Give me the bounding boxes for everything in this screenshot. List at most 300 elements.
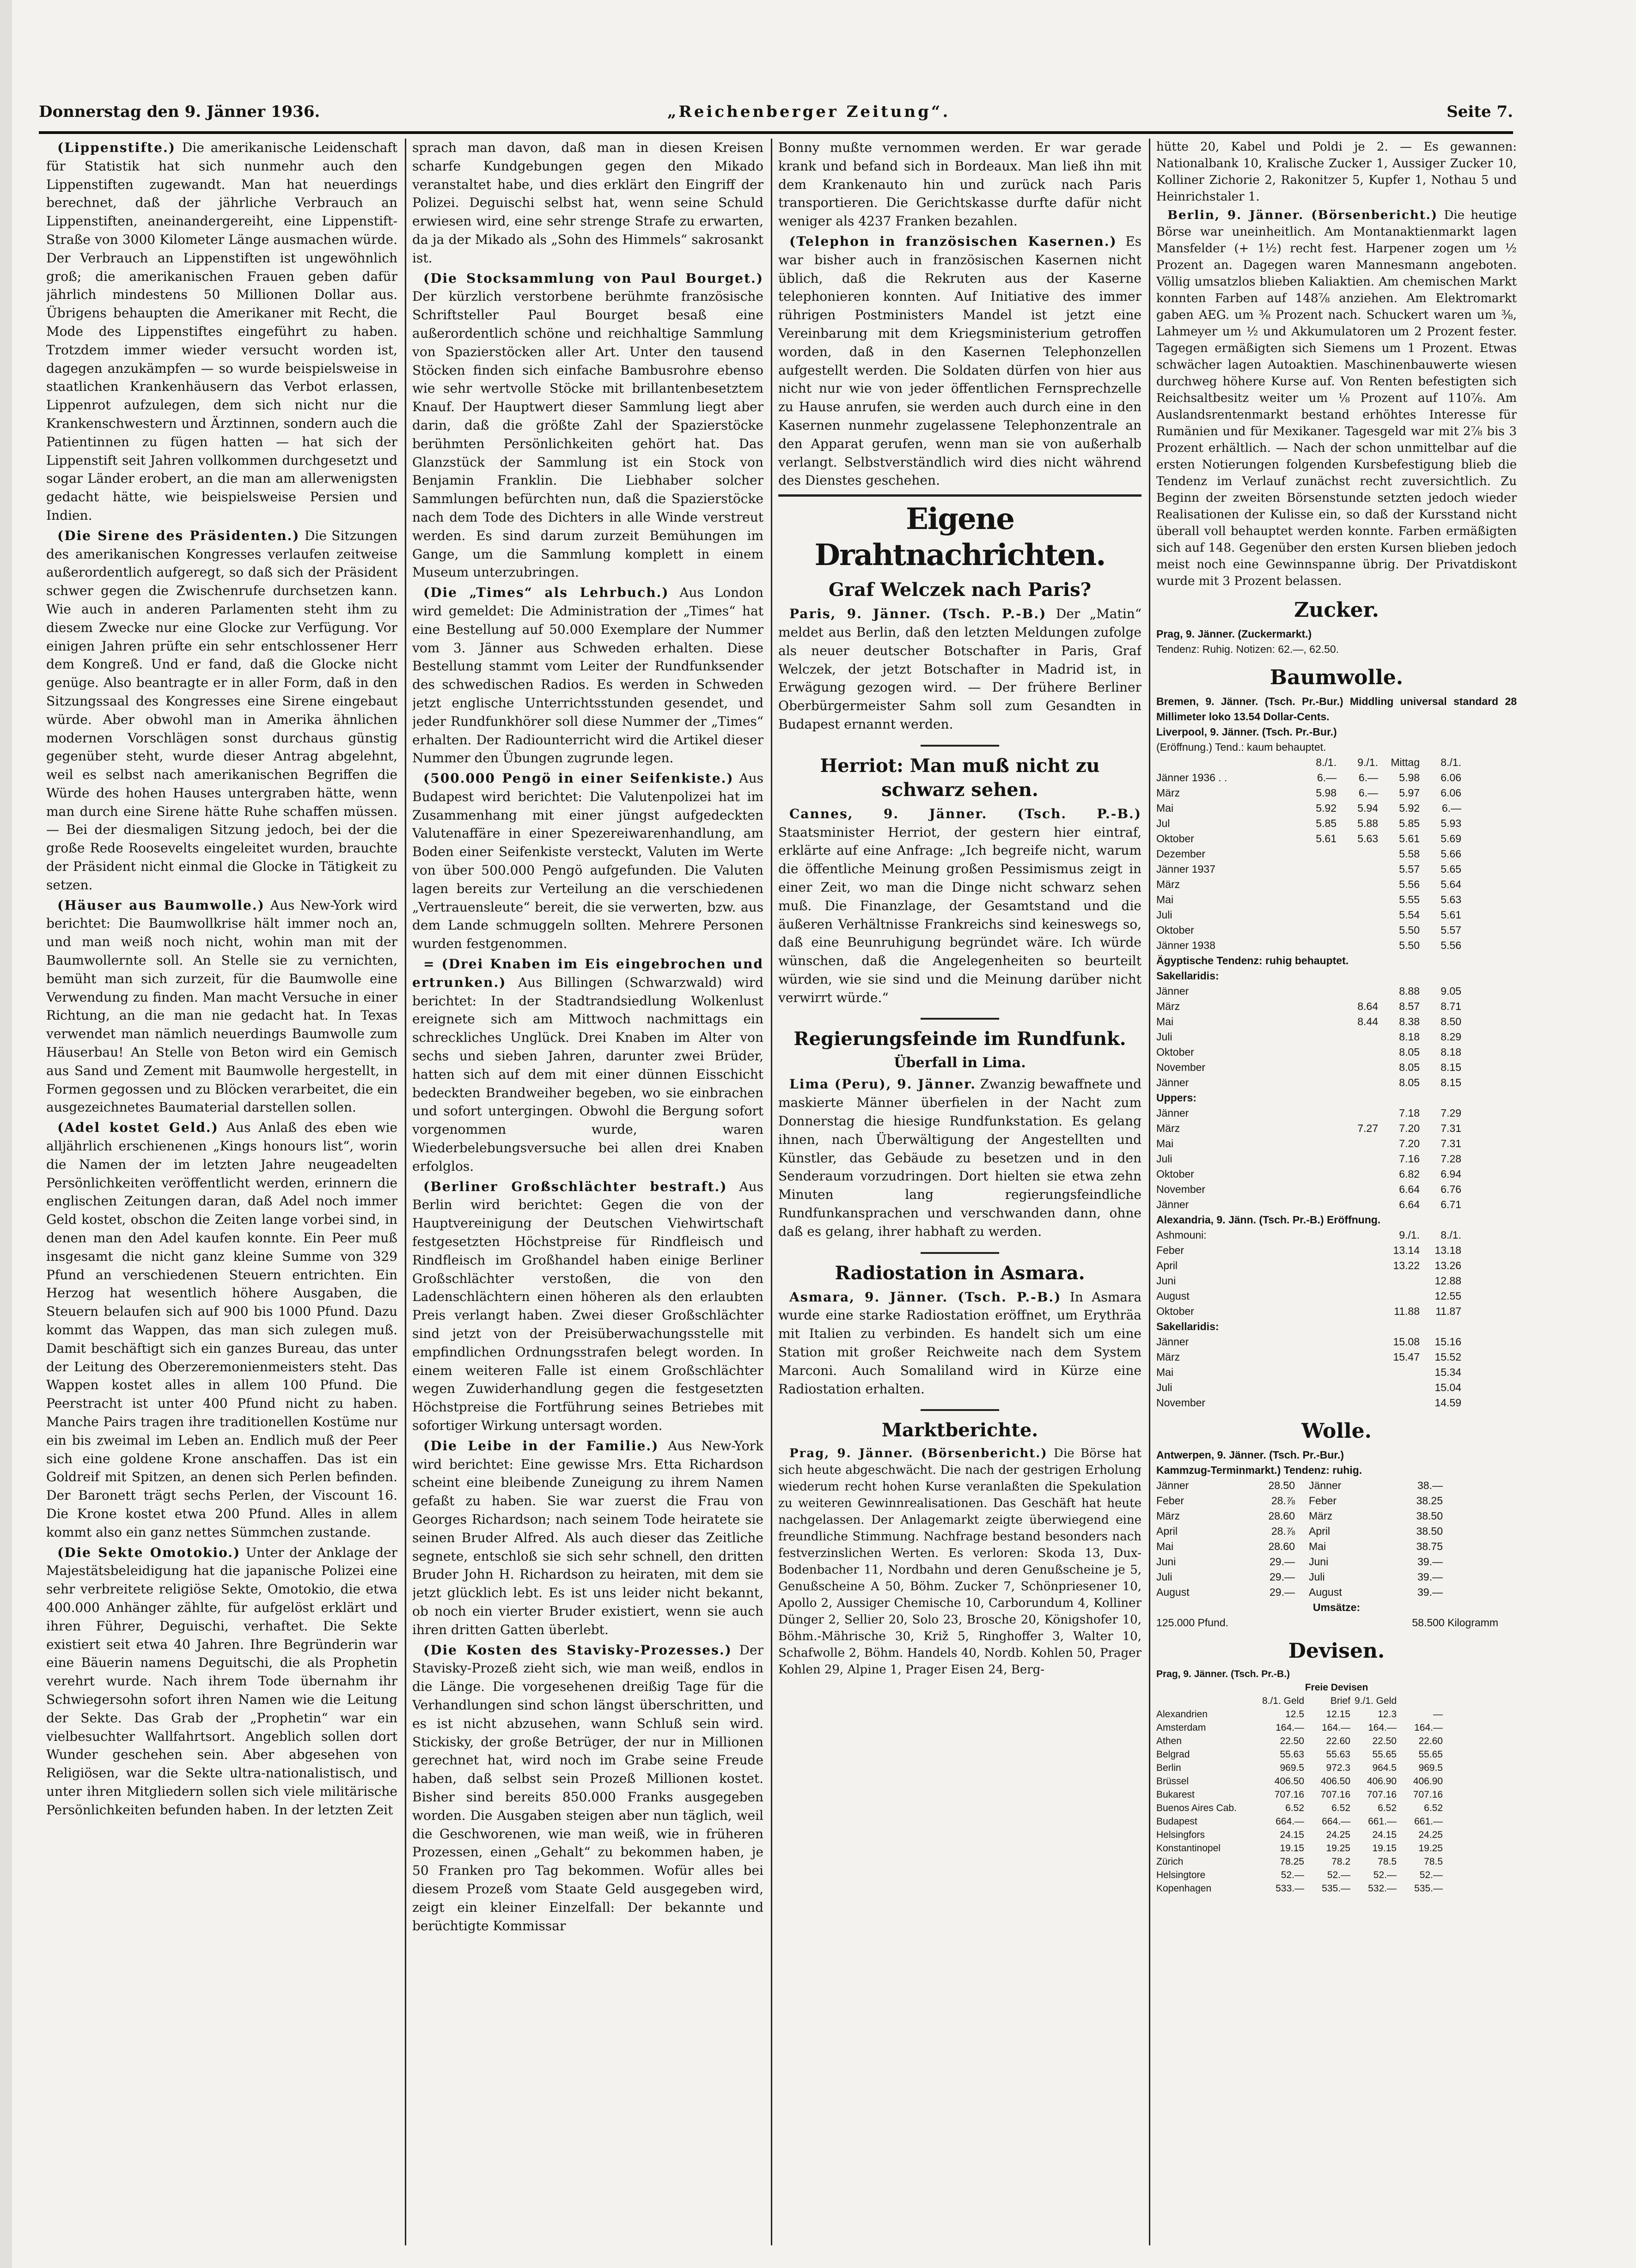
table-cell bbox=[1295, 1167, 1337, 1182]
table-row bbox=[1156, 1815, 1517, 1828]
header-date: Donnerstag den 9. Jänner 1936. bbox=[39, 103, 320, 121]
table-cell: 5.56 bbox=[1441, 939, 1461, 951]
table-cell: Helsingtore bbox=[1156, 1870, 1206, 1880]
table-cell: 15.34 bbox=[1435, 1366, 1461, 1378]
table-row bbox=[1156, 785, 1517, 801]
table-cell: 6.06 bbox=[1441, 787, 1461, 799]
table-cell bbox=[1295, 1060, 1337, 1075]
baumwolle-report: Bremen, 9. Jänner. (Tsch. Pr.-Bur.) Middling universal standard 28 Millimeter loko 13.54 Dollar-Cents. Liverpool, 9. Jänner. (Tsch. Pr.-Bur.) (Eröffnung.) Tend.: kaum behauptet. 8./1. 9./1. Mittag 8./1. Jänner 1936 . . 6.— 6.— 5.98 6.06 März 5.98 6.— 5.97 6.06 Mai 5.92 5.94 5.92 6.— Jul 5.85 5.88 5.85 5.93 Oktober 5.61 5.63 5.61 5.69 Dezember 5.58 5.66 Jänner 1937 5.57 5.65 März 5.56 5.64 Mai 5.55 5.63 Juli 5.54 5.61 Oktober 5.50 5.57 Jänner 1938 5.50 5.56 Ägyptische Tendenz: ruhig behauptet. Sakellaridis: Jänner 8.88 9.05 März 8.64 8.57 8.71 Mai 8.44 8.38 8.50 Juli 8.18 8.29 Oktober 8.05 8.18 November 8.05 8.15 Jänner 8.05 8.15 Uppers: Jänner 7.18 7.29 März 7.27 7.20 7.31 Mai 7.20 7.31 Juli 7.16 7.28 Oktober 6.82 6.94 November 6.64 6.76 Jänner 6.64 6.71 Alexandria, 9. Jänn. (Tsch. Pr.-B.) Eröffnung. Ashmouni: 9./1. 8./1. Feber 13.14 13.18 April 13.22 13.26 Juni 12.88 August 12.55 Oktober 11.88 11.87 Sakellaridis: Jänner 15.08 15.16 März 15.47 15.52 Mai 15.34 Juli 15.04 November 14.59 bbox=[1156, 694, 1517, 1411]
table-row bbox=[1156, 1569, 1517, 1585]
table-cell: 5.92 bbox=[1399, 802, 1420, 814]
table-cell: Juni bbox=[1156, 1275, 1176, 1287]
table-cell: Bukarest bbox=[1156, 1789, 1195, 1800]
column-rule bbox=[405, 139, 406, 2245]
table-cell: 55.63 bbox=[1326, 1749, 1350, 1760]
sakel2-table bbox=[1156, 1334, 1517, 1411]
table-cell: 38.50 bbox=[1416, 1525, 1443, 1537]
table-header: 8./1. Geld Brief 9./1. Geld bbox=[1262, 1696, 1397, 1706]
table-row bbox=[1156, 1842, 1517, 1855]
table-cell: 7.31 bbox=[1441, 1122, 1461, 1134]
table-cell: 28.60 bbox=[1268, 1510, 1295, 1522]
table-cell: Konstantinopel bbox=[1156, 1843, 1221, 1854]
column-rule bbox=[1149, 139, 1150, 2245]
table-cell: Juni bbox=[1156, 1556, 1176, 1568]
table-cell: 532.— bbox=[1368, 1883, 1397, 1894]
table-cell bbox=[1337, 1182, 1378, 1197]
table-cell: 39.— bbox=[1417, 1571, 1443, 1583]
table-cell bbox=[1378, 1380, 1420, 1395]
table-cell: 5.56 bbox=[1399, 878, 1420, 890]
table-cell: 78.2 bbox=[1331, 1856, 1350, 1867]
table-cell: Amsterdam bbox=[1156, 1722, 1206, 1733]
table-cell: Oktober bbox=[1156, 1168, 1194, 1180]
table-row bbox=[1156, 999, 1517, 1014]
table-cell: April bbox=[1156, 1259, 1178, 1271]
table-cell: 8.29 bbox=[1441, 1031, 1461, 1043]
table-cell: 6.82 bbox=[1399, 1168, 1420, 1180]
table-cell bbox=[1295, 1365, 1337, 1380]
table-cell: 29.— bbox=[1270, 1571, 1295, 1583]
table-cell: 6.71 bbox=[1441, 1198, 1461, 1210]
table-cell: Jänner 1936 . . bbox=[1156, 772, 1227, 784]
table-cell: Berlin bbox=[1156, 1763, 1181, 1773]
table-cell bbox=[1337, 984, 1378, 999]
table-cell: 5.58 bbox=[1399, 848, 1420, 860]
table-cell: März bbox=[1309, 1510, 1333, 1522]
devisen-headline: Devisen. bbox=[1288, 1639, 1385, 1663]
table-cell bbox=[1295, 907, 1337, 923]
table-cell bbox=[1295, 1273, 1337, 1289]
table-cell: November bbox=[1156, 1061, 1206, 1073]
table-cell: 8.44 bbox=[1357, 1015, 1378, 1028]
table-cell: Juli bbox=[1156, 1571, 1172, 1583]
table-cell: 164.— bbox=[1322, 1722, 1350, 1733]
table-cell: 406.50 bbox=[1274, 1776, 1304, 1787]
table-cell bbox=[1378, 1395, 1420, 1411]
table-cell: 78.5 bbox=[1424, 1856, 1443, 1867]
table-cell bbox=[1378, 1289, 1420, 1304]
table-cell: 5.94 bbox=[1357, 802, 1378, 814]
table-row bbox=[1156, 1167, 1517, 1182]
table-cell: 6.— bbox=[1358, 787, 1378, 799]
table-cell: 8.05 bbox=[1399, 1061, 1420, 1073]
table-cell bbox=[1337, 1304, 1378, 1319]
wolle-report: Antwerpen, 9. Jänner. (Tsch. Pr.-Bur.) Kammzug-Terminmarkt.) Tendenz: ruhig. Jänner 28.50 Jänner 38.— Feber 28.⅞ Feber 38.25 März 28.60 März 38.50 April 28.⅞ April 38.50 Mai 28.60 Mai 38.75 Juni 29.— Juni 39.— Juli 29.— Juli 39.— August 29.— August 39.— Umsätze: 125.000 Pfund. 58.500 Kilogramm bbox=[1156, 1447, 1517, 1630]
table-cell: 972.3 bbox=[1326, 1763, 1350, 1773]
table-row bbox=[1156, 892, 1517, 907]
table-row bbox=[1156, 1478, 1517, 1493]
table-cell bbox=[1295, 1289, 1337, 1304]
table-cell: 6.52 bbox=[1331, 1803, 1350, 1813]
table-cell: 12.55 bbox=[1435, 1290, 1461, 1302]
table-cell: 24.25 bbox=[1418, 1830, 1443, 1840]
article: sprach man davon, daß man in diesen Kreisen scharfe Kundgebungen gegen den Mikado veranstaltet habe, und dies erklärt den Eingriff der Polizei. Deguischi selbst hat, wenn seine Schuld erwiesen wird, eine sehr strenge Strafe zu erwarten, da ja der Mikado als „Sohn des Himmels“ sakrosankt ist. bbox=[412, 140, 763, 266]
table-row bbox=[1156, 1243, 1517, 1258]
table-cell: 5.92 bbox=[1316, 802, 1337, 814]
section-banner: Eigene Drahtnachrichten. bbox=[814, 502, 1105, 573]
table-cell: 5.69 bbox=[1441, 833, 1461, 845]
table-cell: 22.60 bbox=[1326, 1736, 1350, 1746]
table-cell: Oktober bbox=[1156, 833, 1194, 845]
table-cell: Mai bbox=[1156, 1366, 1174, 1378]
table-cell: 8.18 bbox=[1441, 1046, 1461, 1058]
table-cell: 19.25 bbox=[1326, 1843, 1350, 1854]
table-cell bbox=[1295, 1304, 1337, 1319]
table-cell: 29.— bbox=[1270, 1556, 1295, 1568]
zucker-headline: Zucker. bbox=[1294, 598, 1379, 622]
table-cell: 5.85 bbox=[1316, 817, 1337, 829]
table-header: Ashmouni: 9./1. 8./1. bbox=[1156, 1229, 1461, 1241]
table-row bbox=[1156, 1734, 1517, 1748]
table-cell: 55.63 bbox=[1280, 1749, 1304, 1760]
table-cell: 8.57 bbox=[1399, 1000, 1420, 1012]
table-cell: Feber bbox=[1156, 1244, 1184, 1256]
table-row bbox=[1156, 1060, 1517, 1075]
zucker-report: Prag, 9. Jänner. (Zuckermarkt.) Tendenz: Ruhig. Notizen: 62.—, 62.50. bbox=[1156, 628, 1339, 655]
table-row bbox=[1156, 1380, 1517, 1395]
table-cell: 19.15 bbox=[1280, 1843, 1304, 1854]
table-row bbox=[1156, 1882, 1517, 1895]
table-cell: 15.52 bbox=[1435, 1351, 1461, 1363]
table-cell bbox=[1295, 999, 1337, 1014]
table-cell: 5.85 bbox=[1399, 817, 1420, 829]
table-cell: 164.— bbox=[1414, 1722, 1443, 1733]
article-headline: Graf Welczek nach Paris? bbox=[828, 579, 1092, 601]
article: (Die Sekte Omotokio.) Unter der Anklage der Majestätsbeleidigung hat die japanische Polizei eine sehr verbreitete religiöse Sekte, Omotokio, die etwa 400.000 Anhänger zählte, für aufgelöst erklärt und ihren Führer, Deguischi, verhaftet. Die Sekte existiert seit etwa 40 Jahren. Ihre Begründerin war eine Bäuerin namens Deguitschi, die als Prophetin verehrt wurde. Nach ihrem Tode übernahm ihr Schwiegersohn sofort ihren Namen wie die Leitung der Sekte. Das Grab der „Prophetin“ war ein vielbesuchter Wallfahrtsort. Angeblich sollen dort Wunder geschehen sein. Aber abgesehen von Religiösen, war die Sekte ultra-nationalistisch, und unter ihren Mitgliedern sollen sich viele militärische Persönlichkeiten befunden haben. In der letzten Zeit bbox=[46, 1544, 397, 1818]
article: (Die Stocksammlung von Paul Bourget.) Der kürzlich verstorbene berühmte französische Schriftsteller Paul Bourget besaß eine außerordentlich schöne und reichhaltige Sammlung von Spazierstöcken aller Art. Unter den tausend Stöcken finden sich einfache Bambusrohre ebenso wie sehr wertvolle Stöcke mit brillantenbesetztem Knauf. Der Hauptwert dieser Sammlung liegt aber darin, daß die größte Zahl der Spazierstöcke berühmten Persönlichkeiten gehört hat. Das Glanzstück der Sammlung ist ein Stock von Benjamin Franklin. Die Liebhaber solcher Sammlungen befürchten nun, daß die Spazierstöcke nach dem Tode des Dichters in alle Winde verstreut werden. Es sind darum zurzeit Bemühungen im Gange, um die Sammlung komplett in einem Museum unterzubringen. bbox=[412, 270, 763, 580]
table-cell: Jänner bbox=[1156, 1336, 1189, 1348]
article-separator bbox=[921, 1409, 999, 1411]
table-cell bbox=[1295, 1121, 1337, 1136]
article: Prag, 9. Jänner. (Börsenbericht.) Die Börse hat sich heute abgeschwächt. Die nach der gestrigen Erholung wiederum recht hohen Kurse veranlaßten die Spekulation zu weiteren Gewinnrealisationen. Das Geschäft hat heute nachgelassen. Der Anlagemarkt zeigte überwiegend eine freundliche Stimmung. Nachfrage bestand besonders nach festverzinslichen Werten. Es verloren: Skoda 13, Dux-Bodenbacher 11, Nordbahn und deren Genußscheine je 5, Genußscheine A 50, Böhm. Zucker 7, Schönpriesener 10, Apollo 2, Aussiger Chemische 10, Carborundum 4, Kolliner Dünger 2, Sellier 20, Solo 23, Brosche 20, Königshofer 10, Böhm.-Mährische 30, Križ 5, Ringhoffer 3, Walter 10, Schafwolle 2, Böhm. Handels 40, Nordb. Kohlen 50, Prager Kohlen 29, Alpine 1, Prager Eisen 24, Berg- bbox=[778, 1447, 1142, 1677]
table-cell: 12.88 bbox=[1435, 1275, 1461, 1287]
table-cell: 5.50 bbox=[1399, 939, 1420, 951]
table-cell bbox=[1337, 923, 1378, 938]
table-cell: 78.25 bbox=[1280, 1856, 1304, 1867]
table-cell bbox=[1337, 1350, 1378, 1365]
table-cell: Mai bbox=[1156, 1540, 1174, 1552]
table-cell bbox=[1337, 1045, 1378, 1060]
table-row bbox=[1156, 1289, 1517, 1304]
table-cell: 14.59 bbox=[1435, 1397, 1461, 1409]
table-cell: Juli bbox=[1156, 1153, 1172, 1165]
table-cell bbox=[1337, 1395, 1378, 1411]
table-cell bbox=[1337, 1380, 1378, 1395]
table-cell: 7.27 bbox=[1357, 1122, 1378, 1134]
table-cell bbox=[1295, 1243, 1337, 1258]
table-cell: Jänner bbox=[1156, 1198, 1189, 1210]
table-row bbox=[1156, 1801, 1517, 1815]
table-cell bbox=[1295, 1014, 1337, 1029]
table-cell: November bbox=[1156, 1397, 1206, 1409]
header-rule bbox=[39, 131, 1513, 134]
scan-edge bbox=[0, 0, 12, 2268]
article: hütte 20, Kabel und Poldi je 2. — Es gewannen: Nationalbank 10, Kralische Zucker 1, Aussiger Zucker 10, Kolliner Zichorie 2, Rakonitzer 5, Kupfer 1, Nothau 5 und Heinrichstaler 1. bbox=[1156, 140, 1517, 204]
table-cell bbox=[1295, 1106, 1337, 1121]
table-cell: 8.64 bbox=[1357, 1000, 1378, 1012]
table-cell bbox=[1295, 877, 1337, 892]
table-cell: März bbox=[1156, 1510, 1180, 1522]
table-cell bbox=[1295, 1136, 1337, 1151]
table-row bbox=[1156, 1182, 1517, 1197]
table-cell: Mai bbox=[1309, 1540, 1326, 1552]
table-cell: 7.18 bbox=[1399, 1107, 1420, 1119]
table-cell: — bbox=[1433, 1709, 1443, 1720]
table-cell: Athen bbox=[1156, 1736, 1182, 1746]
table-cell bbox=[1295, 1197, 1337, 1212]
table-cell: 707.16 bbox=[1274, 1789, 1304, 1800]
table-cell: 535.— bbox=[1414, 1883, 1443, 1894]
table-cell: 7.29 bbox=[1441, 1107, 1461, 1119]
table-cell: 7.31 bbox=[1441, 1137, 1461, 1149]
table-cell: 5.93 bbox=[1441, 817, 1461, 829]
table-row bbox=[1156, 1121, 1517, 1136]
table-cell: 8.88 bbox=[1399, 985, 1420, 997]
article: (Die „Times“ als Lehrbuch.) Aus London wird gemeldet: Die Administration der „Times“ hat eine Bestellung auf 50.000 Exemplare der Nummer vom 3. Jänner aus Schweden erhalten. Diese Bestellung stammt vom Leiter der Rundfunksender des schwedischen Radios. Es werden in Schweden jetzt englische Unterrichtsstunden gesendet, und jeder Rundfunkhörer soll diese Nummer der „Times“ erhalten. Der Radiounterricht wird die Artikel dieser Nummer den Übungen zugrunde legen. bbox=[412, 585, 763, 766]
table-cell: Juli bbox=[1156, 909, 1172, 921]
table-cell: 707.16 bbox=[1320, 1789, 1350, 1800]
table-cell: 7.16 bbox=[1399, 1153, 1420, 1165]
table-cell: 5.50 bbox=[1399, 924, 1420, 936]
table-row bbox=[1156, 1014, 1517, 1029]
table-cell: 5.98 bbox=[1399, 772, 1420, 784]
table-cell bbox=[1337, 1243, 1378, 1258]
table-cell: 8.15 bbox=[1441, 1076, 1461, 1088]
table-cell: 707.16 bbox=[1413, 1789, 1443, 1800]
article-headline: Regierungsfeinde im Rundfunk. bbox=[794, 1028, 1126, 1050]
article: (Die Leibe in der Familie.) Aus New-York wird berichtet: Eine gewisse Mrs. Etta Richardson scheint eine bleibende Zuneigung zu ihrem Namen gefaßt zu haben. Sie war zuerst die Frau von Georges Richardson; nach seinem Tode heiratete sie seinen Bruder Alfred. Als auch dieser das Zeitliche segnete, entschloß sie sich sehr schnell, den dritten Bruder John H. Richardson zu heiraten, mit dem sie jetzt glücklich lebt. Es ist uns leider nicht bekannt, ob noch ein vierter Bruder existiert, wenn sie auch ihren dritten Gatten überlebt. bbox=[412, 1438, 763, 1637]
table-cell bbox=[1337, 846, 1378, 862]
table-cell bbox=[1337, 892, 1378, 907]
table-cell: 11.87 bbox=[1435, 1305, 1461, 1317]
table-cell: Jänner bbox=[1309, 1479, 1342, 1491]
wolle-table bbox=[1156, 1478, 1517, 1600]
table-row bbox=[1156, 1493, 1517, 1508]
table-row bbox=[1156, 1868, 1517, 1882]
table-cell bbox=[1295, 1075, 1337, 1090]
table-cell: April bbox=[1156, 1525, 1178, 1537]
table-cell: 28.60 bbox=[1268, 1540, 1295, 1552]
table-row bbox=[1156, 1334, 1517, 1350]
table-cell: 533.— bbox=[1276, 1883, 1304, 1894]
table-cell: 6.06 bbox=[1441, 772, 1461, 784]
table-cell: 13.14 bbox=[1393, 1244, 1420, 1256]
table-cell: 38.50 bbox=[1416, 1510, 1443, 1522]
table-cell bbox=[1295, 923, 1337, 938]
table-row bbox=[1156, 1197, 1517, 1212]
table-row bbox=[1156, 1136, 1517, 1151]
article: (Lippenstifte.) Die amerikanische Leidenschaft für Statistik hat sich nunmehr auch den Lippenstiften zugewandt. Man hat neuerdings berechnet, daß der jährliche Verbrauch an Lippenstiften, aneinandergereiht, eine Lippenstift-Straße von 3000 Kilometer Länge ausmachen würde. Der Verbrauch an Lippenstiften ist ungewöhnlich groß; die amerikanischen Frauen geben dafür jährlich mindestens 50 Millionen Dollar aus. Übrigens behaupten die Amerikaner mit Recht, die Mode des Lippenstiftes eingeführt zu haben. Trotzdem immer wieder versucht worden ist, dagegen anzukämpfen — so wurde beispielsweise in staatlichen Krankenhäusern das Verbot erlassen, Lippenrot aufzulegen, dem sich nicht nur die Krankenschwestern und Ärztinnen, sondern auch die Patientinnen zu fügen hatten — hat sich der Lippenstift seit Jahren vollkommen durchgesetzt und sogar Länder erobert, an die man am allerwenigsten gedacht hätte, wie beispielsweise Persien und Indien. bbox=[46, 140, 397, 523]
article-separator bbox=[921, 1252, 999, 1254]
table-cell: Brüssel bbox=[1156, 1776, 1189, 1787]
table-cell bbox=[1337, 907, 1378, 923]
article: Berlin, 9. Jänner. (Börsenbericht.) Die heutige Börse war uneinheitlich. Am Montanaktienmarkt lagen Mansfelder (+ 1½) recht fest. Harpener zogen um ½ Prozent an. Dagegen waren Mannesmann angeboten. Völlig umsatzlos blieben Kaliaktien. Am chemischen Markt konnten Farben auf 148⅞ anziehen. Am Elektromarkt gaben AEG. um ⅜ Prozent nach. Schuckert waren um ⅜, Lahmeyer um ½ und Akkumulatoren um 2 Prozent fester. Tagegen ermäßigten sich Siemens um 1 Prozent. Etwas schwächer lagen Autoaktien. Maschinenbauwerte wiesen durchweg höhere Kurse auf. Von Renten befestigten sich Reichsaltbesitz weiter um ⅛ Prozent auf 110⅞. Am Auslandsrentenmarkt bestand erhöhtes Interesse für Rumänien und für Mexikaner. Tagesgeld war mit 2⅞ bis 3 Prozent erhältlich. — Nach der schon unmittelbar auf die ersten Notierungen folgenden Kursbefestigung blieb die Tendenz im Verlauf zunächst recht zuversichtlich. Zu Beginn der zweiten Börsenstunde setzten jedoch wieder Realisationen der Kulisse ein, so daß der Kursstand nicht überall voll behauptet werden konnte. Farben ermäßigten sich auf 148. Gegenüber den ersten Kursen blieben jedoch meist noch eine Gewinnspanne übrig. Der Privatdiskont wurde mit 3 Prozent belassen. bbox=[1156, 208, 1517, 588]
table-cell: 8.50 bbox=[1441, 1015, 1461, 1028]
table-row bbox=[1156, 831, 1517, 846]
article: (Die Kosten des Stavisky-Prozesses.) Der Stavisky-Prozeß zieht sich, wie man weiß, endlos in die Länge. Die vorgesehenen dreißig Tage für die Verhandlungen sind schon längst überschritten, und es ist nicht abzusehen, wann Schluß sein wird. Stickisky, der große Betrüger, der nur in Millionen gerechnet hat, wird noch im Grabe seine Freude haben, daß selbst sein Prozeß Millionen kostet. Bisher sind bereits 850.000 Franks ausgegeben worden. Die Ausgaben steigen aber nun täglich, weil die Geschworenen, wie man weiß, wie in früheren Prozessen, einen „Gehalt“ zu bekommen haben, je 50 Franken pro Tag bekommen. Wofür alles bei diesem Prozeß vom Staate Geld ausgegeben wird, zeigt ein kleiner Einzelfall: Der bekannte und berüchtigte Kommissar bbox=[412, 1642, 763, 1934]
table-cell bbox=[1295, 1182, 1337, 1197]
table-cell: 39.— bbox=[1417, 1556, 1443, 1568]
header-page-number: Seite 7. bbox=[1447, 103, 1513, 121]
table-cell: 664.— bbox=[1276, 1816, 1304, 1827]
table-row bbox=[1156, 1554, 1517, 1569]
table-cell: Jänner bbox=[1156, 1479, 1189, 1491]
table-cell: 19.25 bbox=[1418, 1843, 1443, 1854]
table-cell: 38.75 bbox=[1416, 1540, 1443, 1552]
table-cell: 15.08 bbox=[1393, 1336, 1420, 1348]
table-cell bbox=[1337, 1289, 1378, 1304]
table-cell: April bbox=[1309, 1525, 1331, 1537]
table-cell bbox=[1295, 1334, 1337, 1350]
table-cell: 9.05 bbox=[1441, 985, 1461, 997]
table-cell: 969.5 bbox=[1418, 1763, 1443, 1773]
table-cell: 406.90 bbox=[1413, 1776, 1443, 1787]
table-cell: 5.61 bbox=[1316, 833, 1337, 845]
table-cell bbox=[1378, 1365, 1420, 1380]
table-cell: 5.88 bbox=[1357, 817, 1378, 829]
table-cell: 15.47 bbox=[1393, 1351, 1420, 1363]
table-cell: März bbox=[1156, 787, 1180, 799]
table-cell: 19.15 bbox=[1372, 1843, 1397, 1854]
table-cell: 5.54 bbox=[1399, 909, 1420, 921]
table-row bbox=[1156, 801, 1517, 816]
table-cell: 6.94 bbox=[1441, 1168, 1461, 1180]
table-cell: 406.90 bbox=[1367, 1776, 1397, 1787]
table-cell: 11.88 bbox=[1394, 1305, 1420, 1317]
table-cell: 6.64 bbox=[1399, 1198, 1420, 1210]
table-cell: 13.26 bbox=[1435, 1259, 1461, 1271]
table-cell: 6.52 bbox=[1424, 1803, 1443, 1813]
sakel-table bbox=[1156, 984, 1517, 1090]
table-cell: 12.5 bbox=[1285, 1709, 1304, 1720]
table-cell: 13.18 bbox=[1435, 1244, 1461, 1256]
table-row bbox=[1156, 938, 1517, 953]
header-paper-title: „Reichenberger Zeitung“. bbox=[667, 103, 951, 121]
table-cell bbox=[1295, 1380, 1337, 1395]
table-cell: Alexandrien bbox=[1156, 1709, 1208, 1720]
table-cell bbox=[1295, 846, 1337, 862]
table-cell: 535.— bbox=[1322, 1883, 1350, 1894]
table-cell: Jänner bbox=[1156, 1107, 1189, 1119]
table-cell: 661.— bbox=[1414, 1816, 1443, 1827]
table-row bbox=[1156, 1721, 1517, 1734]
table-cell: März bbox=[1156, 1351, 1180, 1363]
table-cell: 52.— bbox=[1281, 1870, 1304, 1880]
table-row bbox=[1156, 1585, 1517, 1600]
article: Asmara, 9. Jänner. (Tsch. P.-B.) In Asmara wurde eine starke Radiostation eröffnet, um Erythräa mit Italien zu verbinden. Es handelt sich um eine Station mit großer Reichweite nach dem System Marconi. Auch Somaliland wird in Kürze eine Radiostation erhalten. bbox=[778, 1289, 1142, 1397]
table-row bbox=[1156, 984, 1517, 999]
table-cell: Helsingfors bbox=[1156, 1830, 1205, 1840]
table-row bbox=[1156, 1075, 1517, 1090]
table-cell: 964.5 bbox=[1372, 1763, 1397, 1773]
table-cell: 969.5 bbox=[1280, 1763, 1304, 1773]
table-row bbox=[1156, 1350, 1517, 1365]
table-cell bbox=[1295, 1350, 1337, 1365]
table-row bbox=[1156, 1508, 1517, 1524]
article: Paris, 9. Jänner. (Tsch. P.-B.) Der „Matin“ meldet aus Berlin, daß den letzten Meldungen zufolge als neuer deutscher Botschafter in Paris, Graf Welczek, der jetzt Botschafter in Madrid ist, in Erwägung gezogen wird. — Der frühere Berliner Oberbürgermeister Sahm soll zum Gesandten in Budapest ernannt werden. bbox=[778, 606, 1142, 732]
table-cell: 12.3 bbox=[1378, 1709, 1397, 1720]
table-cell bbox=[1337, 1029, 1378, 1045]
table-row bbox=[1156, 1788, 1517, 1801]
table-row bbox=[1156, 816, 1517, 831]
table-cell: 664.— bbox=[1322, 1816, 1350, 1827]
table-cell: Juli bbox=[1156, 1031, 1172, 1043]
baumwolle-headline: Baumwolle. bbox=[1270, 666, 1404, 689]
table-cell: August bbox=[1156, 1586, 1190, 1598]
table-cell: 6.— bbox=[1358, 772, 1378, 784]
table-cell: 22.50 bbox=[1372, 1736, 1397, 1746]
table-cell: Budapest bbox=[1156, 1816, 1197, 1827]
table-row bbox=[1156, 907, 1517, 923]
table-cell bbox=[1337, 1136, 1378, 1151]
table-cell: 5.64 bbox=[1441, 878, 1461, 890]
table-cell: Jänner 1937 bbox=[1156, 863, 1215, 875]
table-row bbox=[1156, 862, 1517, 877]
table-cell bbox=[1337, 862, 1378, 877]
table-cell: 6.— bbox=[1317, 772, 1337, 784]
article: Bonny mußte vernommen werden. Er war gerade krank und befand sich in Bordeaux. Man ließ ihn mit dem Krankenauto hin und zurück nach Paris transportieren. Die Gerichtskasse durfte dafür nicht weniger als 4237 Franken bezahlen. bbox=[778, 140, 1142, 229]
table-row bbox=[1156, 1365, 1517, 1380]
table-cell: 28.⅞ bbox=[1271, 1525, 1295, 1537]
table-cell: 5.66 bbox=[1441, 848, 1461, 860]
table-cell: Dezember bbox=[1156, 848, 1206, 860]
table-row bbox=[1156, 1708, 1517, 1721]
column-4 bbox=[1156, 139, 1517, 2245]
table-cell: 6.52 bbox=[1378, 1803, 1397, 1813]
table-row bbox=[1156, 1304, 1517, 1319]
table-cell: Oktober bbox=[1156, 924, 1194, 936]
table-cell bbox=[1295, 1151, 1337, 1167]
table-cell: 5.98 bbox=[1316, 787, 1337, 799]
table-cell bbox=[1295, 1395, 1337, 1411]
table-cell: 7.28 bbox=[1441, 1153, 1461, 1165]
table-row bbox=[1156, 1761, 1517, 1775]
table-cell: Oktober bbox=[1156, 1305, 1194, 1317]
table-cell: 15.16 bbox=[1435, 1336, 1461, 1348]
table-cell bbox=[1337, 1151, 1378, 1167]
table-cell bbox=[1337, 1106, 1378, 1121]
devisen-table bbox=[1156, 1708, 1517, 1895]
table-cell bbox=[1295, 1045, 1337, 1060]
table-cell: 6.52 bbox=[1285, 1803, 1304, 1813]
table-cell: Mai bbox=[1156, 894, 1174, 906]
liverpool-table bbox=[1156, 770, 1517, 953]
column-rule bbox=[771, 139, 772, 2245]
table-cell: 52.— bbox=[1327, 1870, 1350, 1880]
table-cell: 6.76 bbox=[1441, 1183, 1461, 1195]
table-row bbox=[1156, 846, 1517, 862]
table-cell: März bbox=[1156, 1000, 1180, 1012]
table-cell: 55.65 bbox=[1418, 1749, 1443, 1760]
table-cell bbox=[1337, 1060, 1378, 1075]
column-2 bbox=[412, 139, 763, 2245]
table-cell: 661.— bbox=[1368, 1816, 1397, 1827]
table-cell bbox=[1337, 1258, 1378, 1273]
alexandria-table bbox=[1156, 1243, 1517, 1319]
table-cell: Feber bbox=[1309, 1495, 1337, 1507]
table-cell: 12.15 bbox=[1326, 1709, 1350, 1720]
table-cell: 52.— bbox=[1419, 1870, 1443, 1880]
table-row bbox=[1156, 1106, 1517, 1121]
table-row bbox=[1156, 1539, 1517, 1554]
table-cell: 38.— bbox=[1417, 1479, 1443, 1491]
table-cell bbox=[1337, 1075, 1378, 1090]
table-row bbox=[1156, 1748, 1517, 1761]
table-cell: 52.— bbox=[1373, 1870, 1397, 1880]
table-cell: 5.61 bbox=[1441, 909, 1461, 921]
table-cell bbox=[1337, 938, 1378, 953]
table-cell: 164.— bbox=[1368, 1722, 1397, 1733]
